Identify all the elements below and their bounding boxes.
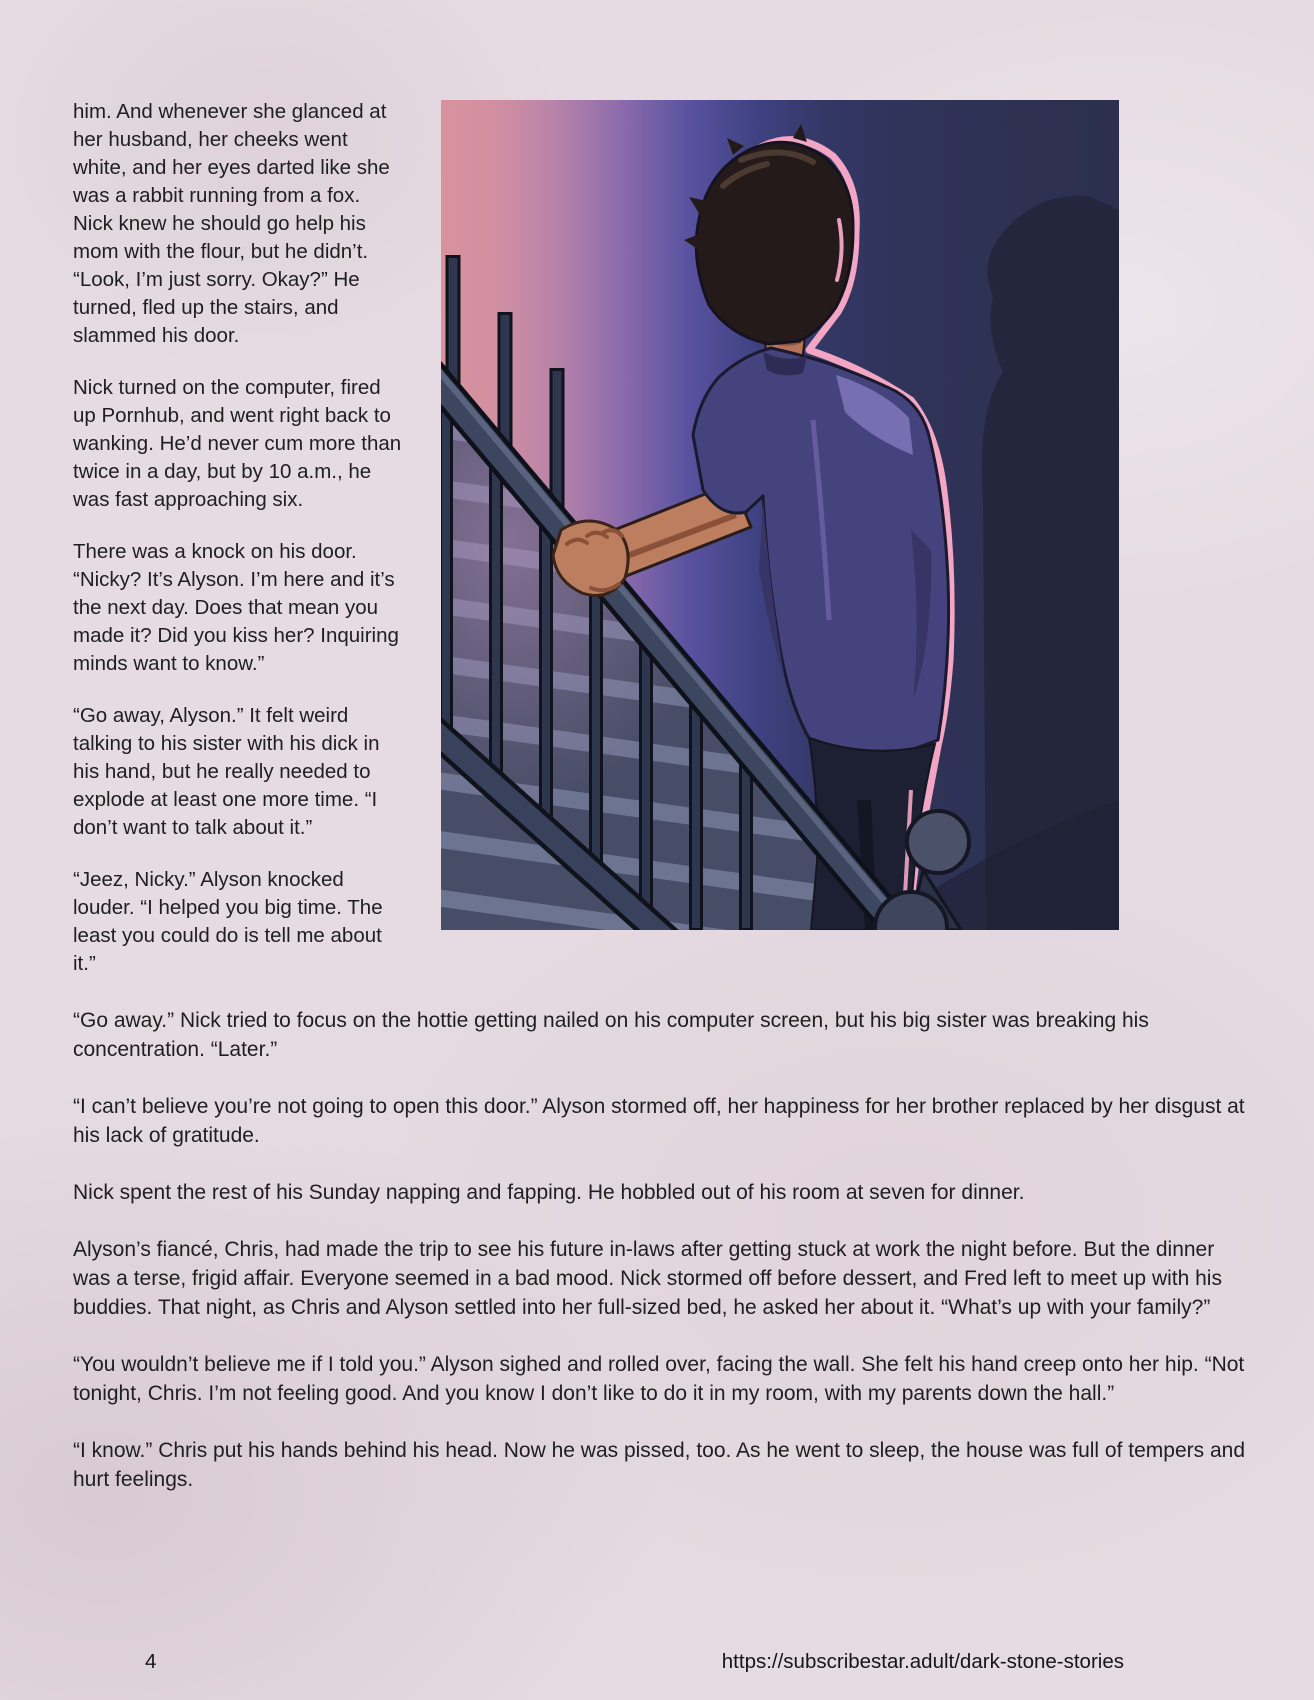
story-full-width [73,1006,1245,1494]
story-paragraph: “I can’t believe you’re not going to open this door.” Alyson stormed off, her happiness for her brother replaced by her disgust at his lack of gratitude. [73,1095,1245,1147]
story-paragraph: Nick spent the rest of his Sunday napping and fapping. He hobbled out of his room at seven for dinner. [73,1181,1025,1204]
top-section [73,98,1240,1002]
story-paragraph: Alyson’s fiancé, Chris, had made the trip to see his future in-laws after getting stuck at work the night before. But the dinner was a terse, frigid affair. Everyone seemed in a bad mood. Nick stormed off before dessert, and Fred left to meet up with his buddies. That night, as Chris and Alyson settled into her full-sized bed, he asked her about it. “What’s up with your family?” [73,1238,1222,1319]
story-paragraph: There was a knock on his door. “Nicky? It’s Alyson. I’m here and it’s the next day. Does that mean you made it? Did you kiss her? Inquiring minds want to know.” [73,540,399,675]
footer-url[interactable]: https://subscribestar.adult/dark-stone-stories [721,1650,1124,1673]
story-paragraph: “You wouldn’t believe me if I told you.” Alyson sighed and rolled over, facing the wall. She felt his hand creep onto her hip. “Not tonight, Chris. I’m not feeling good. And you know I don’t like to do it in my room, with my parents down the hall.” [73,1353,1245,1405]
page-number: 4 [145,1650,157,1673]
story-paragraph: “Go away, Alyson.” It felt weird talking to his sister with his dick in his hand, but he really needed to explode at least one more time. “I don’t want to talk about it.” [73,704,380,839]
story-paragraph: “Jeez, Nicky.” Alyson knocked louder. “I helped you big time. The least you could do is tell me about it.” [73,868,383,975]
page-footer [0,1650,1314,1674]
story-paragraph: him. And whenever she glanced at her husband, her cheeks went white, and her eyes darted like she was a rabbit running from a fox. Nick knew he should go help his mom with the flour, but he didn’t. “Look, I’m just sorry. Okay?” He turned, fled up the stairs, and slammed his door. [73,100,390,347]
story-paragraph: “Go away.” Nick tried to focus on the hottie getting nailed on his computer screen, but his big sister was breaking his concentration. “Later.” [73,1009,1149,1061]
staircase-illustration [441,100,1119,930]
story-text-column [73,98,403,1002]
story-paragraph: “I know.” Chris put his hands behind his head. Now he was pissed, too. As he went to sleep, the house was full of tempers and hurt feelings. [73,1439,1246,1491]
story-paragraph: Nick turned on the computer, fired up Pornhub, and went right back to wanking. He’d never cum more than twice in a day, but by 10 a.m., he was fast approaching six. [73,376,402,511]
